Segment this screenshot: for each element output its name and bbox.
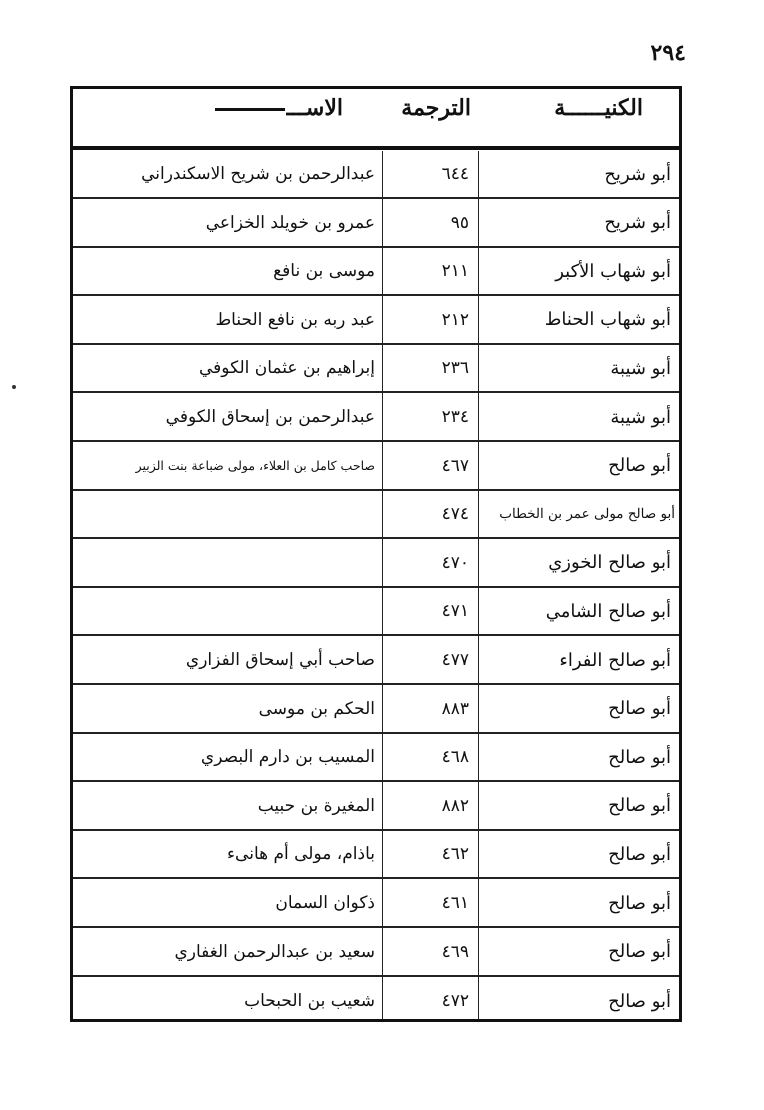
kunya-cell: أبو شريح bbox=[604, 212, 671, 234]
name-cell: إبراهيم بن عثمان الكوفي bbox=[199, 358, 375, 379]
table-row bbox=[73, 394, 679, 442]
kunya-cell: أبو صالح الشامي bbox=[545, 600, 671, 622]
tarjama-number: ٨٨٣ bbox=[441, 698, 469, 719]
header-ism: الاســـ bbox=[215, 95, 343, 121]
name-cell: باذام، مولى أم هانىء bbox=[227, 844, 375, 865]
kunya-cell: أبو شهاب الحناط bbox=[544, 309, 671, 331]
page-number: ٢٩٤ bbox=[650, 40, 686, 66]
kunya-cell: أبو شيبة bbox=[610, 357, 671, 379]
table-row bbox=[73, 929, 679, 977]
kunya-cell: أبو صالح bbox=[608, 843, 671, 865]
name-cell: عبدالرحمن بن إسحاق الكوفي bbox=[165, 407, 375, 427]
name-cell bbox=[73, 588, 383, 634]
name-cell: عبدالرحمن بن شريح الاسكندراني bbox=[141, 164, 375, 184]
tarjama-number: ٢٣٦ bbox=[441, 358, 469, 379]
kunya-cell: أبو صالح bbox=[608, 795, 671, 817]
header-tarjama: الترجمة bbox=[401, 95, 471, 121]
name-cell: شعيب بن الحبحاب bbox=[244, 991, 375, 1012]
tarjama-number: ٤٧٧ bbox=[441, 650, 469, 670]
margin-mark bbox=[12, 385, 16, 389]
kunya-cell: أبو صالح bbox=[608, 455, 671, 477]
kunya-cell: أبو صالح bbox=[608, 698, 671, 720]
table-row bbox=[73, 540, 679, 588]
tarjama-number: ٤٧٤ bbox=[441, 504, 469, 525]
table-row bbox=[73, 248, 679, 296]
tarjama-number: ٤٧٢ bbox=[441, 991, 469, 1012]
table-row bbox=[73, 686, 679, 734]
header-kunya: الكنيــــــة bbox=[554, 95, 643, 121]
table-row bbox=[73, 345, 679, 393]
table-row bbox=[73, 588, 679, 636]
kunya-cell: أبو صالح bbox=[608, 941, 671, 963]
table-row bbox=[73, 200, 679, 248]
name-cell bbox=[73, 540, 383, 586]
name-cell: موسى بن نافع bbox=[273, 261, 375, 282]
table-row bbox=[73, 783, 679, 831]
name-cell: عمرو بن خويلد الخزاعي bbox=[205, 212, 375, 233]
kunya-cell: أبو شريح bbox=[604, 163, 671, 185]
table-row bbox=[73, 637, 679, 685]
tarjama-number: ٢٣٤ bbox=[441, 407, 469, 427]
kunya-cell: أبو شهاب الأكبر bbox=[555, 260, 671, 282]
kunya-cell: أبو صالح الخوزي bbox=[548, 552, 671, 574]
tarjama-number: ٢١١ bbox=[441, 261, 469, 282]
kunya-cell: أبو صالح bbox=[608, 892, 671, 914]
kunya-cell: أبو صالح bbox=[608, 746, 671, 768]
table-row bbox=[73, 831, 679, 879]
table-row bbox=[73, 443, 679, 491]
name-cell: صاحب كامل بن العلاء، مولى ضباعة بنت الزبير bbox=[135, 458, 375, 474]
tarjama-number: ٤٦١ bbox=[441, 893, 469, 913]
tarjama-number: ٤٦٨ bbox=[441, 747, 469, 768]
kunya-cell: أبو صالح bbox=[608, 990, 671, 1012]
tarjama-number: ٤٦٩ bbox=[441, 941, 469, 962]
table-row bbox=[73, 151, 679, 199]
tarjama-number: ٤٦٢ bbox=[441, 844, 469, 865]
name-cell: عبد ربه بن نافع الحناط bbox=[215, 309, 375, 330]
tarjama-number: ٩٥ bbox=[450, 212, 469, 233]
kunya-cell: أبو صالح مولى عمر بن الخطاب bbox=[499, 506, 675, 523]
tarjama-number: ٢١٢ bbox=[441, 309, 469, 330]
table-row bbox=[73, 734, 679, 782]
tarjama-number: ٤٧٠ bbox=[441, 552, 469, 573]
name-cell: المسيب بن دارم البصري bbox=[200, 747, 375, 768]
tarjama-number: ٤٧١ bbox=[441, 601, 469, 622]
table-row bbox=[73, 297, 679, 345]
table-row bbox=[73, 880, 679, 928]
kunya-cell: أبو شيبة bbox=[610, 406, 671, 428]
name-cell: المغيرة بن حبيب bbox=[257, 795, 375, 816]
table-row bbox=[73, 977, 679, 1025]
table-body bbox=[73, 151, 679, 1019]
header-divider bbox=[73, 149, 679, 150]
tarjama-number: ٦٤٤ bbox=[441, 164, 469, 184]
index-table bbox=[70, 86, 682, 1022]
name-cell bbox=[73, 491, 383, 537]
tarjama-number: ٨٨٢ bbox=[441, 795, 469, 816]
table-row bbox=[73, 491, 679, 539]
kunya-cell: أبو صالح الفراء bbox=[559, 649, 671, 671]
name-cell: ذكوان السمان bbox=[275, 893, 375, 913]
table-header bbox=[73, 89, 679, 149]
name-cell: صاحب أبي إسحاق الفزاري bbox=[185, 650, 375, 670]
name-cell: سعيد بن عبدالرحمن الغفاري bbox=[174, 941, 375, 962]
name-cell: الحكم بن موسى bbox=[258, 698, 375, 719]
tarjama-number: ٤٦٧ bbox=[441, 455, 469, 476]
